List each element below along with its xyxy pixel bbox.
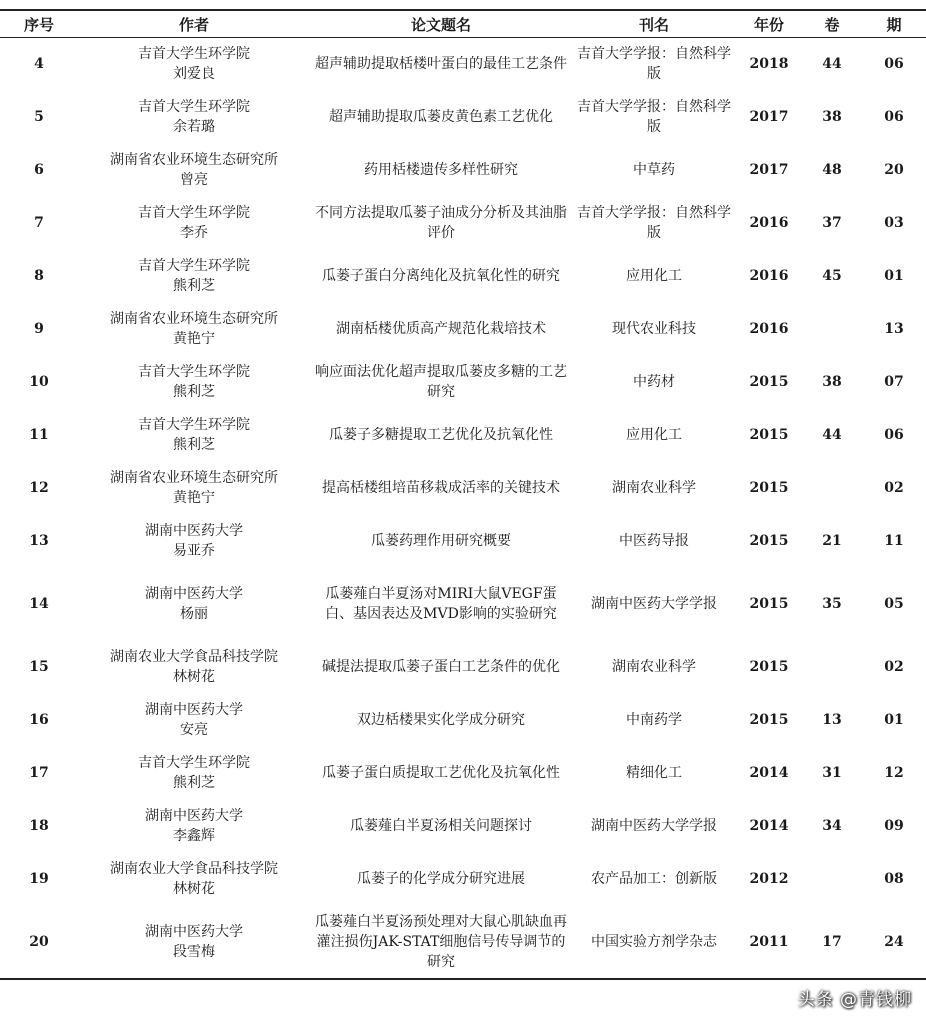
row-author [78,568,310,641]
row-author [78,38,310,91]
author-org: 湖南中医药大学 [145,702,243,718]
row-year: 2015 [749,427,789,443]
author-org: 湖南农业大学食品科技学院 [110,861,278,877]
table-row [0,853,926,906]
row-author [78,515,310,568]
row-index: 11 [29,427,49,443]
row-year: 2015 [749,533,789,549]
row-index: 6 [34,162,44,178]
table-row [0,800,926,853]
row-author [78,144,310,197]
row-title: 瓜蒌薤白半夏汤相关问题探讨 [350,818,532,834]
row-issue: 06 [884,427,904,443]
author-name: 余若璐 [173,119,215,135]
row-author [78,747,310,800]
row-index: 18 [29,818,49,834]
author-name: 熊利芝 [173,278,215,294]
row-year: 2014 [749,765,789,781]
row-journal: 吉首大学学报：自然科学版 [577,99,731,135]
row-author [78,197,310,250]
row-author [78,853,310,906]
row-year: 2017 [749,109,789,125]
row-volume: 13 [822,712,842,728]
papers-table [0,9,926,980]
row-title: 瓜蒌薤白半夏汤预处理对大鼠心肌缺血再灌注损伤JAK-STAT细胞信号传导调节的研究 [315,913,567,970]
author-name: 熊利芝 [173,437,215,453]
table-row [0,197,926,250]
author-name: 曾亮 [180,172,208,188]
row-issue: 07 [884,374,904,390]
row-title: 响应面法优化超声提取瓜蒌皮多糖的工艺研究 [315,364,567,400]
author-name: 林树花 [173,881,215,897]
row-author [78,694,310,747]
row-issue: 05 [884,596,904,612]
row-volume: 38 [822,109,842,125]
header-journal: 刊名 [572,10,736,38]
row-index: 10 [29,374,49,390]
row-issue: 03 [884,215,904,231]
row-volume: 31 [822,765,842,781]
row-title: 超声辅助提取栝楼叶蛋白的最佳工艺条件 [315,56,567,73]
row-index: 15 [29,659,49,675]
author-org: 湖南省农业环境生态研究所 [110,152,278,168]
header-year: 年份 [736,10,802,38]
row-volume: 38 [822,374,842,390]
row-title: 瓜蒌薤白半夏汤对MIRI大鼠VEGF蛋白、基因表达及MVD影响的实验研究 [325,586,557,622]
row-volume: 35 [822,596,842,612]
row-index: 20 [29,933,49,950]
header-author: 作者 [78,10,310,38]
table-row [0,38,926,91]
row-year: 2015 [749,374,789,390]
row-issue: 08 [884,871,904,887]
row-title: 提高栝楼组培苗移栽成活率的关键技术 [322,480,560,496]
row-volume: 48 [822,162,842,178]
row-journal: 中南药学 [626,712,682,728]
author-org: 湖南中医药大学 [145,586,243,602]
row-title: 瓜蒌子多糖提取工艺优化及抗氧化性 [329,427,553,443]
row-volume [802,641,862,694]
row-title: 碱提法提取瓜蒌子蛋白工艺条件的优化 [322,659,560,675]
row-volume: 45 [822,268,842,284]
row-journal: 湖南农业科学 [612,480,696,496]
row-title: 瓜蒌子的化学成分研究进展 [357,871,525,887]
row-volume: 37 [822,215,842,231]
row-journal: 吉首大学学报：自然科学版 [577,46,731,83]
row-author [78,356,310,409]
author-org: 吉首大学生环学院 [138,205,250,221]
row-issue: 06 [884,56,904,73]
row-issue: 01 [884,712,904,728]
row-issue: 06 [884,109,904,125]
row-index: 8 [34,268,44,284]
table-body [0,38,926,979]
author-org: 吉首大学生环学院 [138,258,250,274]
table-row [0,303,926,356]
row-year: 2016 [749,215,789,231]
row-issue: 01 [884,268,904,284]
table-row [0,356,926,409]
row-author [78,462,310,515]
row-year: 2014 [749,818,789,834]
row-journal: 应用化工 [626,268,682,284]
row-year: 2015 [749,659,789,675]
row-year: 2018 [749,56,789,73]
row-year: 2015 [749,596,789,612]
row-title: 超声辅助提取瓜蒌皮黄色素工艺优化 [329,109,553,125]
author-name: 李鑫辉 [173,828,215,844]
row-journal: 农产品加工：创新版 [591,871,717,887]
row-title: 药用栝楼遗传多样性研究 [364,162,518,178]
row-volume [802,303,862,356]
author-org: 吉首大学生环学院 [138,364,250,380]
row-author [78,250,310,303]
author-org: 湖南省农业环境生态研究所 [110,470,278,486]
row-index: 5 [34,109,44,125]
row-year: 2012 [749,871,789,887]
row-index: 17 [29,765,49,781]
row-issue: 09 [884,818,904,834]
row-title: 双边栝楼果实化学成分研究 [357,712,525,728]
row-year: 2015 [749,712,789,728]
author-name: 黄艳宁 [173,490,215,506]
row-journal: 中药材 [633,374,675,390]
row-issue: 12 [884,765,904,781]
row-journal: 湖南农业科学 [612,659,696,675]
row-index: 14 [29,596,49,612]
table-row [0,144,926,197]
header-row [0,10,926,38]
author-org: 吉首大学生环学院 [138,99,250,115]
author-org: 湖南中医药大学 [145,923,243,940]
row-year: 2017 [749,162,789,178]
row-journal: 中草药 [633,162,675,178]
row-issue: 11 [884,533,904,549]
row-year: 2015 [749,480,789,496]
table-row [0,91,926,144]
row-journal: 中医药导报 [619,533,689,549]
table-row [0,641,926,694]
author-org: 湖南中医药大学 [145,808,243,824]
author-name: 李乔 [180,225,208,241]
table-row [0,409,926,462]
row-journal: 中国实验方剂学杂志 [591,933,717,950]
row-author [78,303,310,356]
row-index: 12 [29,480,49,496]
row-issue: 02 [884,480,904,496]
author-name: 段雪梅 [173,943,215,960]
row-journal: 湖南中医药大学学报 [591,818,717,834]
row-volume [802,853,862,906]
row-index: 9 [34,321,44,337]
author-name: 熊利芝 [173,384,215,400]
author-org: 湖南省农业环境生态研究所 [110,311,278,327]
table-row [0,568,926,641]
row-volume [802,462,862,515]
row-title: 瓜蒌药理作用研究概要 [371,533,511,549]
author-org: 湖南中医药大学 [145,523,243,539]
table-row [0,462,926,515]
row-author [78,906,310,979]
row-journal: 现代农业科技 [612,321,696,337]
row-volume: 17 [822,933,842,950]
row-journal: 吉首大学学报：自然科学版 [577,205,731,241]
row-year: 2016 [749,268,789,284]
header-volume: 卷 [802,10,862,38]
author-org: 吉首大学生环学院 [138,417,250,433]
row-volume: 21 [822,533,842,549]
table-row [0,250,926,303]
row-index: 16 [29,712,49,728]
row-year: 2016 [749,321,789,337]
row-index: 19 [29,871,49,887]
row-journal: 湖南中医药大学学报 [591,596,717,612]
author-name: 安亮 [180,722,208,738]
row-index: 7 [34,215,44,231]
row-index: 13 [29,533,49,549]
row-issue: 20 [884,162,904,178]
row-volume: 34 [822,818,842,834]
table-row [0,906,926,979]
row-author [78,91,310,144]
header-issue: 期 [862,10,926,38]
author-name: 杨丽 [180,606,208,622]
row-volume: 44 [822,427,842,443]
row-journal: 精细化工 [626,765,682,781]
author-name: 黄艳宁 [173,331,215,347]
header-index: 序号 [0,10,78,38]
table-row [0,515,926,568]
row-title: 瓜蒌子蛋白分离纯化及抗氧化性的研究 [322,268,560,284]
row-issue: 02 [884,659,904,675]
author-org: 湖南农业大学食品科技学院 [110,649,278,665]
row-author [78,409,310,462]
row-title: 不同方法提取瓜蒌子油成分分析及其油脂评价 [315,205,567,241]
row-author [78,800,310,853]
row-volume: 44 [822,56,842,73]
row-year: 2011 [749,933,789,950]
table-row [0,747,926,800]
row-author [78,641,310,694]
author-name: 易亚乔 [173,543,215,559]
row-issue: 13 [884,321,904,337]
row-title: 瓜蒌子蛋白质提取工艺优化及抗氧化性 [322,765,560,781]
author-name: 刘爱良 [173,66,215,83]
watermark-text: 头条 @青钱柳 [797,990,912,1010]
author-org: 吉首大学生环学院 [138,755,250,771]
row-issue: 24 [884,933,904,950]
row-index: 4 [34,56,44,73]
row-title: 湖南栝楼优质高产规范化栽培技术 [336,321,546,337]
table-row [0,694,926,747]
author-name: 林树花 [173,669,215,685]
header-title: 论文题名 [310,10,572,38]
author-name: 熊利芝 [173,775,215,791]
row-journal: 应用化工 [626,427,682,443]
author-org: 吉首大学生环学院 [138,46,250,63]
